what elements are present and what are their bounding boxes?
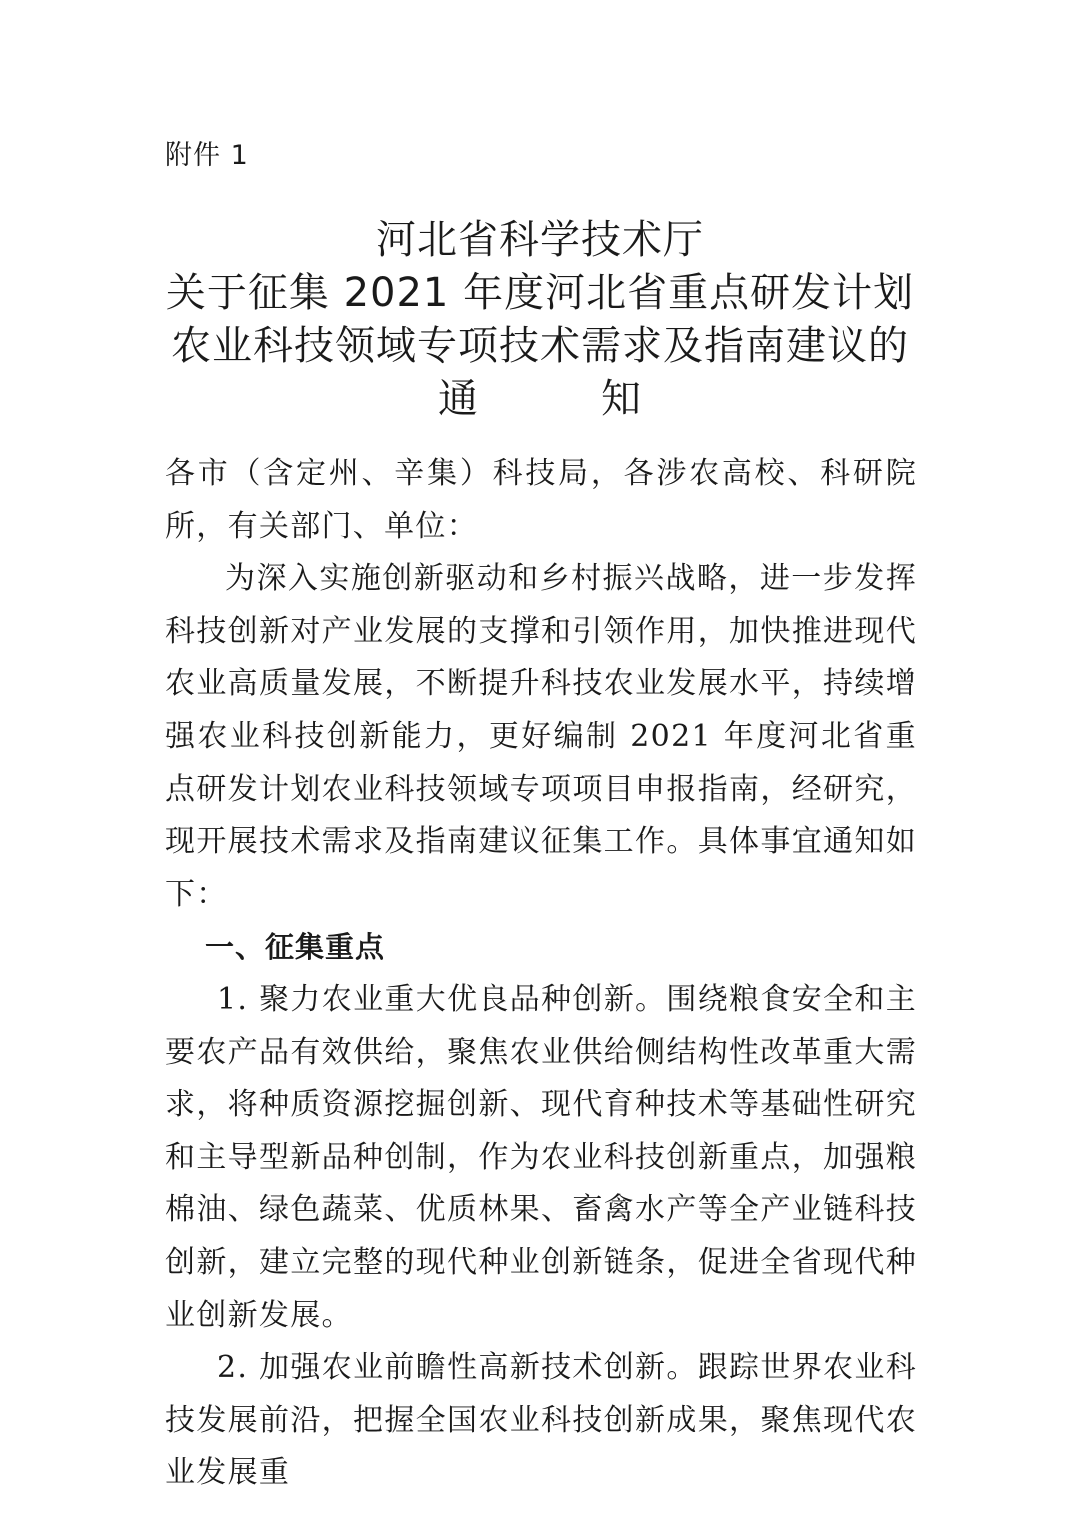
salutation: 各市（含定州、辛集）科技局，各涉农高校、科研院所，有关部门、单位： <box>165 456 917 544</box>
intro-paragraph: 为深入实施创新驱动和乡村振兴战略，进一步发挥科技创新对产业发展的支撑和引领作用，加快推进现代农业高质量发展，不断提升科技农业发展水平，持续增强农业科技创新能力，更好编制 2021 年度河北省重点研发计划农业科技领域专项项目申报指南，经研究，现开展技术需求及指南建议征集工作。具体事宜通知如下： <box>165 561 917 912</box>
item-2-paragraph: 2. 加强农业前瞻性高新技术创新。跟踪世界农业科技发展前沿，把握全国农业科技创新成果，聚焦现代农业发展重 <box>165 1350 917 1491</box>
document-title <box>150 214 930 426</box>
title-line-4 <box>150 373 930 426</box>
title-line-1: 河北省科学技术厅 <box>376 217 704 263</box>
title-notice-char-1: 通 <box>438 376 479 422</box>
title-notice-char-2: 知 <box>601 376 642 422</box>
item-1-paragraph: 1. 聚力农业重大优良品种创新。围绕粮食安全和主要农产品有效供给，聚焦农业供给侧结构性改革重大需求，将种质资源挖掘创新、现代育种技术等基础性研究和主导型新品种创制，作为农业科技创新重点，加强粮棉油、绿色蔬菜、优质林果、畜禽水产等全产业链科技创新，建立完整的现代种业创新链条，促进全省现代种业创新发展。 <box>165 981 917 1333</box>
attachment-label: 附件 1 <box>165 140 249 171</box>
title-line-2: 关于征集 2021 年度河北省重点研发计划 <box>165 270 915 316</box>
section-heading: 一、征集重点 <box>205 930 386 965</box>
title-notice-word <box>438 373 642 426</box>
document-body <box>165 448 917 1500</box>
title-line-3: 农业科技领域专项技术需求及指南建议的 <box>171 323 909 369</box>
